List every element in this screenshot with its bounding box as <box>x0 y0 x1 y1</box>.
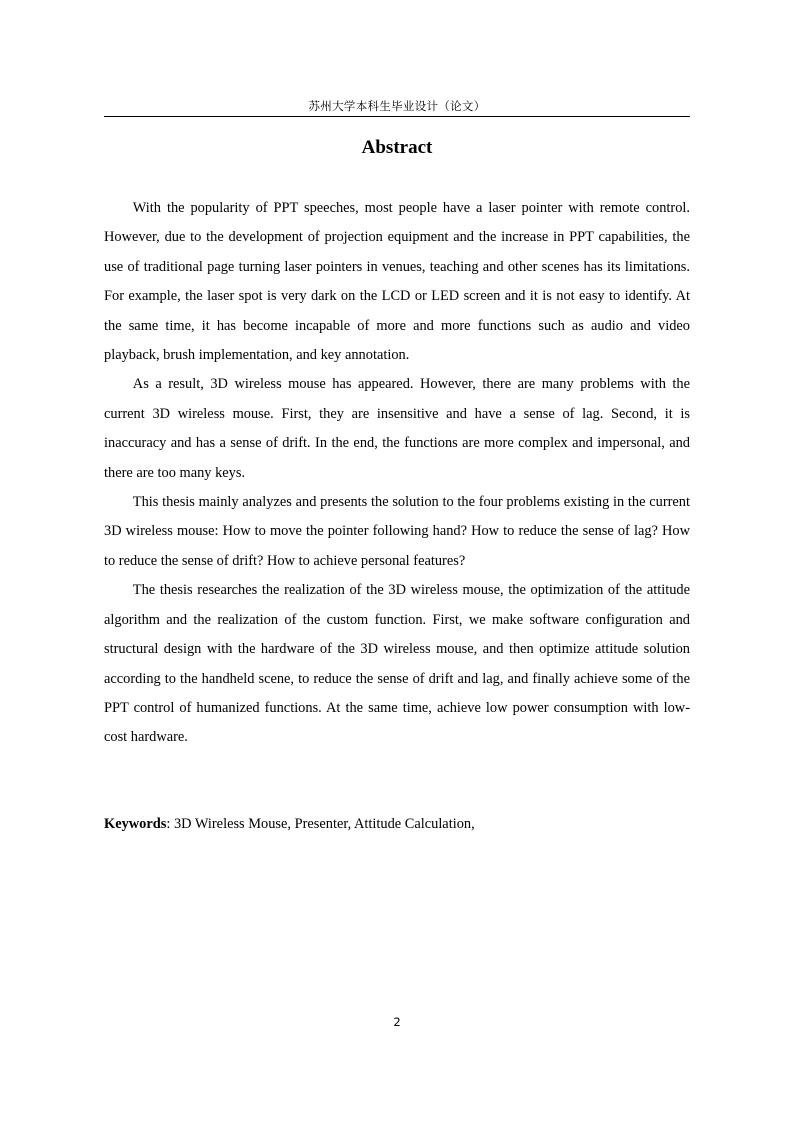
keywords-line <box>104 810 690 839</box>
abstract-paragraph-4: The thesis researches the realization of the 3D wireless mouse, the optimization of the attitude algorithm and the realization of the custom function. First, we make software configuration and structural design with the hardware of the 3D wireless mouse, and then optimize attitude solution according to the handheld scene, to reduce the sense of drift and lag, and finally achieve some of the PPT control of humanized functions. At the same time, achieve low power consumption with low-cost hardware. <box>104 582 690 746</box>
keywords-value: 3D Wireless Mouse, Presenter, Attitude Calculation, <box>170 816 475 832</box>
abstract-paragraph-3: This thesis mainly analyzes and presents the solution to the four problems existing in the current 3D wireless mouse: How to move the pointer following hand? How to reduce the sense of lag? How to reduce the sense of drift? How to achieve personal features? <box>104 494 690 569</box>
header-rule <box>104 116 690 117</box>
abstract-paragraph-1: With the popularity of PPT speeches, most people have a laser pointer with remote control. However, due to the development of projection equipment and the increase in PPT capabilities, the use of traditional page turning laser pointers in venues, teaching and other scenes has its limitations. For example, the laser spot is very dark on the LCD or LED screen and it is not easy to identify. At the same time, it has become incapable of more and more functions such as audio and video playback, brush implementation, and key annotation. <box>104 200 690 364</box>
page-number: 2 <box>393 1015 401 1029</box>
keywords-label: Keywords <box>104 816 167 832</box>
abstract-paragraph-2: As a result, 3D wireless mouse has appeared. However, there are many problems with the current 3D wireless mouse. First, they are insensitive and have a sense of lag. Second, it is inaccuracy and has a sense of drift. In the end, the functions are more complex and impersonal, and there are too many keys. <box>104 376 690 481</box>
abstract-body <box>104 194 690 753</box>
running-header: 苏州大学本科生毕业设计（论文） <box>308 99 486 113</box>
abstract-title: Abstract <box>361 137 433 158</box>
keywords-separator: : <box>166 816 171 832</box>
